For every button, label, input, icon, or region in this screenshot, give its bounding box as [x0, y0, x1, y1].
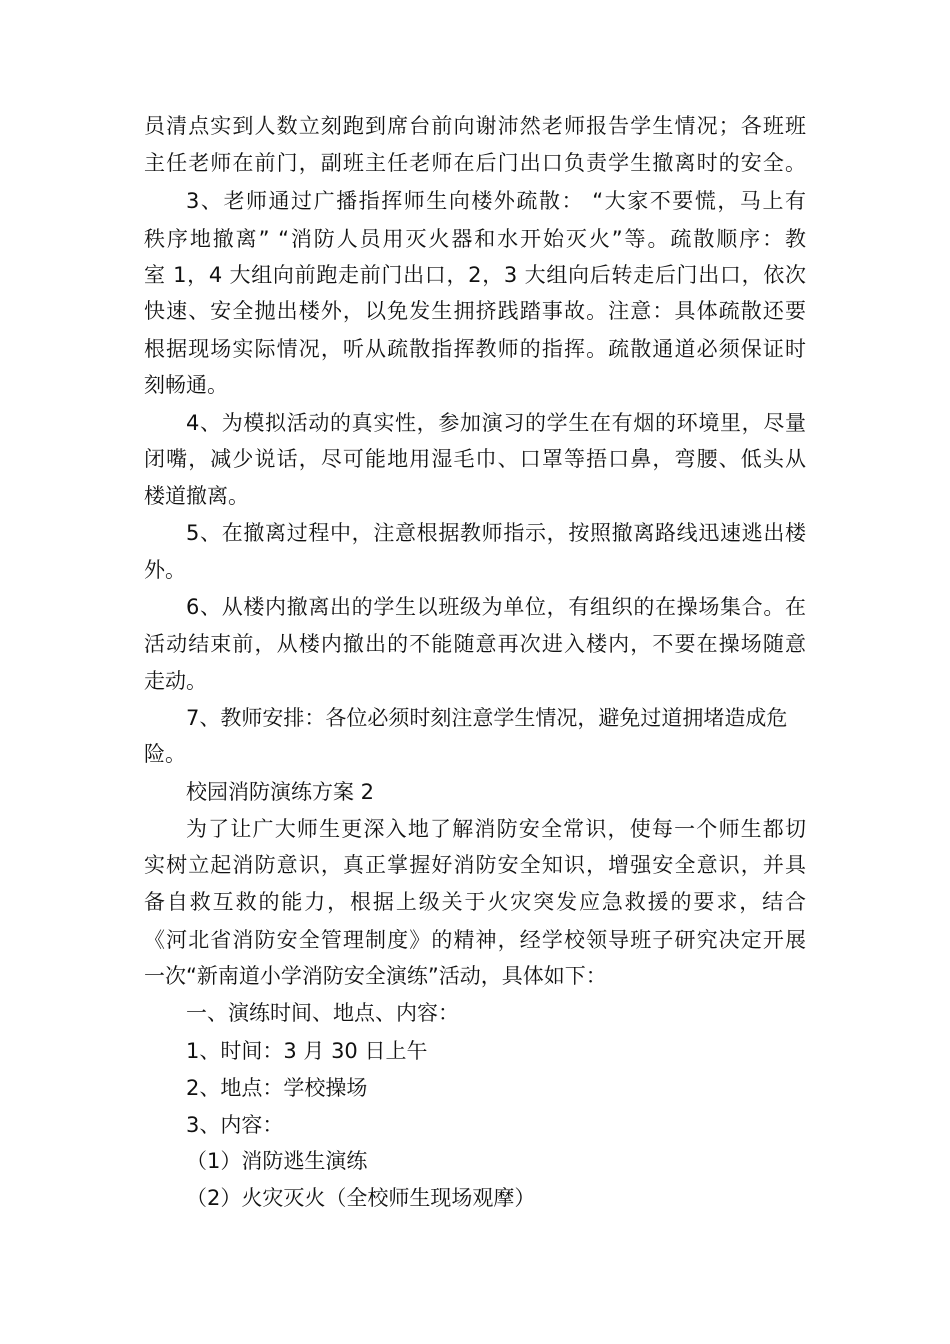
text-line: 秩序地撤离” “消防人员用灭火器和水开始灭火”等。疏散顺序：教	[144, 227, 806, 251]
text-line: 走动。	[144, 669, 207, 693]
list-heading: 一、演练时间、地点、内容：	[186, 1001, 459, 1025]
text-line: 为了让广大师生更深入地了解消防安全常识，使每一个师生都切	[186, 817, 806, 841]
text-line: 险。	[144, 742, 186, 766]
list-item: 2、地点：学校操场	[186, 1076, 368, 1100]
text-line: 活动结束前，从楼内撤出的不能随意再次进入楼内，不要在操场随意	[144, 632, 806, 656]
text-line: 4、为模拟活动的真实性，参加演习的学生在有烟的环境里，尽量	[186, 411, 806, 435]
text-line: 备自救互救的能力，根据上级关于火灾突发应急救援的要求，结合	[144, 890, 806, 914]
text-line: 一次“新南道小学消防安全演练”活动，具体如下：	[144, 964, 607, 988]
text-line: 楼道撤离。	[144, 484, 249, 508]
section-heading: 校园消防演练方案 2	[186, 780, 375, 804]
list-item: （1）消防逃生演练	[186, 1149, 368, 1173]
list-item: 3、内容：	[186, 1113, 284, 1137]
text-line: 主任老师在前门，副班主任老师在后门出口负责学生撤离时的安全。	[144, 151, 806, 175]
text-line: 闭嘴，减少说话，尽可能地用湿毛巾、口罩等捂口鼻，弯腰、低头从	[144, 447, 806, 471]
text-line: 5、在撤离过程中，注意根据教师指示，按照撤离路线迅速逃出楼	[186, 521, 806, 545]
text-line: 快速、安全抛出楼外，以免发生拥挤践踏事故。注意：具体疏散还要	[144, 299, 806, 323]
text-line: 员清点实到人数立刻跑到席台前向谢沛然老师报告学生情况；各班班	[144, 114, 806, 138]
text-line: 《河北省消防安全管理制度》的精神，经学校领导班子研究决定开展	[144, 928, 806, 952]
list-item: （2）火灾灭火（全校师生现场观摩）	[186, 1186, 536, 1210]
text-line: 6、从楼内撤离出的学生以班级为单位，有组织的在操场集合。在	[186, 595, 806, 619]
text-line: 根据现场实际情况，听从疏散指挥教师的指挥。疏散通道必须保证时	[144, 337, 806, 361]
list-item: 1、时间：3 月 30 日上午	[186, 1039, 428, 1063]
text-line: 3、老师通过广播指挥师生向楼外疏散： “大家不要慌，马上有	[186, 189, 806, 213]
text-line: 室 1，4 大组向前跑走前门出口，2，3 大组向后转走后门出口，依次	[144, 263, 806, 287]
text-line: 刻畅通。	[144, 373, 228, 397]
text-line: 实树立起消防意识，真正掌握好消防安全知识，增强安全意识，并具	[144, 853, 806, 877]
text-line: 7、教师安排：各位必须时刻注意学生情况，避免过道拥堵造成危	[186, 706, 788, 730]
text-line: 外。	[144, 558, 186, 582]
